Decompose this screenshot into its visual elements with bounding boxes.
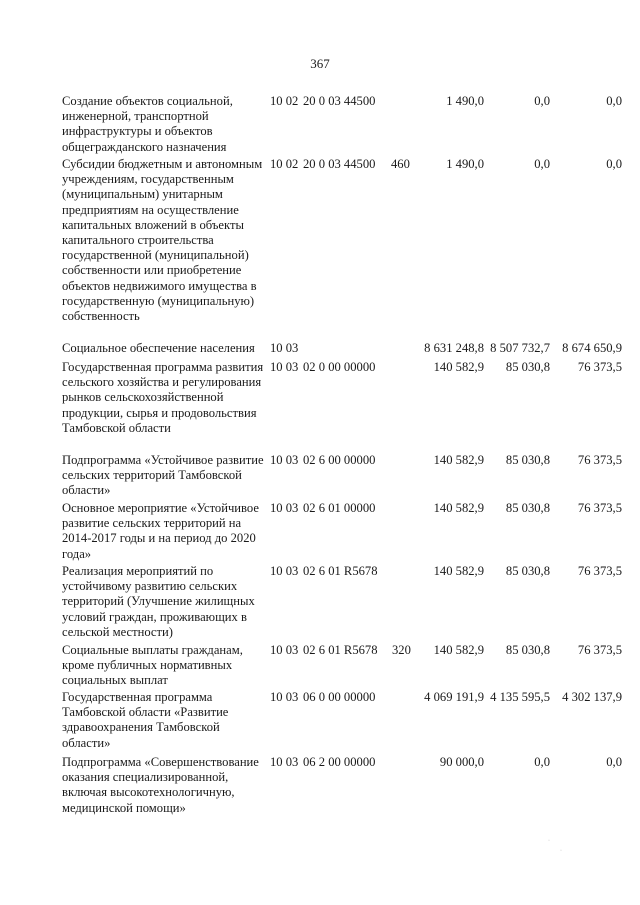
amount-year-3: 76 373,5 [577,643,622,657]
amount-year-2: 4 135 595,5 [490,690,550,704]
amount-year-2: 8 507 732,7 [490,341,550,355]
amount-year-2: 85 030,8 [505,453,550,467]
amount-year-1: 4 069 191,9 [424,690,484,704]
amount-year-1: 140 582,9 [433,501,484,515]
row-name: Подпрограмма «Устойчивое развитие сельских территорий Тамбовской области» [62,453,264,498]
section-code: 10 03 [270,564,299,578]
target-article-code: 20 0 03 44500 [303,157,376,171]
target-article-code: 02 0 00 00000 [303,360,376,374]
row-name: Подпрограмма «Совершенствование оказания специализированной, включая высокотехнологичную, медицинской помощи» [62,755,259,815]
amount-year-1: 1 490,0 [446,94,484,108]
amount-year-3: 76 373,5 [577,453,622,467]
target-article-code: 02 6 00 00000 [303,453,376,467]
amount-year-2: 0,0 [534,157,550,171]
section-code: 10 02 [270,157,299,171]
target-article-code: 02 6 01 R5678 [303,564,378,578]
amount-year-1: 140 582,9 [433,643,484,657]
amount-year-1: 140 582,9 [433,360,484,374]
amount-year-3: 76 373,5 [577,360,622,374]
amount-year-3: 76 373,5 [577,501,622,515]
row-name: Создание объектов социальной, инженерной, транспортной инфраструктуры и объектов общегражданского назначения [62,94,233,154]
amount-year-1: 90 000,0 [439,755,484,769]
row-name: Реализация мероприятий по устойчивому развитию сельских территорий (Улучшение жилищных условий граждан, проживающих в сельской местности) [62,564,255,639]
section-code: 10 03 [270,755,299,769]
amount-year-3: 8 674 650,9 [562,341,622,355]
amount-year-3: 4 302 137,9 [562,690,622,704]
section-code: 10 03 [270,360,299,374]
amount-year-3: 0,0 [606,94,622,108]
amount-year-1: 1 490,0 [446,157,484,171]
amount-year-2: 85 030,8 [505,564,550,578]
scan-speck: · [548,838,550,844]
target-article-code: 02 6 01 R5678 [303,643,378,657]
scan-speck: · [560,848,562,854]
amount-year-2: 0,0 [534,94,550,108]
target-article-code: 06 0 00 00000 [303,690,376,704]
row-name: Государственная программа Тамбовской области «Развитие здравоохранения Тамбовской области» [62,690,229,750]
row-name: Социальные выплаты гражданам, кроме публичных нормативных социальных выплат [62,643,243,688]
section-code: 10 03 [270,501,299,515]
amount-year-2: 0,0 [534,755,550,769]
row-name: Основное мероприятие «Устойчивое развитие сельских территорий на 2014-2017 годы и на период до 2020 года» [62,501,259,561]
target-article-code: 20 0 03 44500 [303,94,376,108]
section-code: 10 03 [270,690,299,704]
row-name: Государственная программа развития сельского хозяйства и регулирования рынков сельскохозяйственной продукции, сырья и продовольствия Тамбовской области [62,360,264,435]
amount-year-3: 0,0 [606,755,622,769]
amount-year-2: 85 030,8 [505,360,550,374]
row-name: Социальное обеспечение населения [62,341,255,355]
amount-year-1: 140 582,9 [433,453,484,467]
amount-year-1: 140 582,9 [433,564,484,578]
expense-type-code: 460 [391,157,410,171]
section-code: 10 03 [270,453,299,467]
target-article-code: 02 6 01 00000 [303,501,376,515]
section-code: 10 03 [270,643,299,657]
expense-type-code: 320 [392,643,411,657]
target-article-code: 06 2 00 00000 [303,755,376,769]
section-code: 10 02 [270,94,299,108]
amount-year-2: 85 030,8 [505,643,550,657]
amount-year-2: 85 030,8 [505,501,550,515]
row-name: Субсидии бюджетным и автономным учреждениям, государственным (муниципальным) унитарным предприятиям на осуществление капитальных вложений в объекты капитального строительства государственной (муниципальной) собственности или приобретение объектов недвижимого имущества в государственную (муниципальную) собственность [62,157,263,324]
section-code: 10 03 [270,341,299,355]
amount-year-3: 0,0 [606,157,622,171]
amount-year-1: 8 631 248,8 [424,341,484,355]
page-number: 367 [310,56,330,71]
amount-year-3: 76 373,5 [577,564,622,578]
